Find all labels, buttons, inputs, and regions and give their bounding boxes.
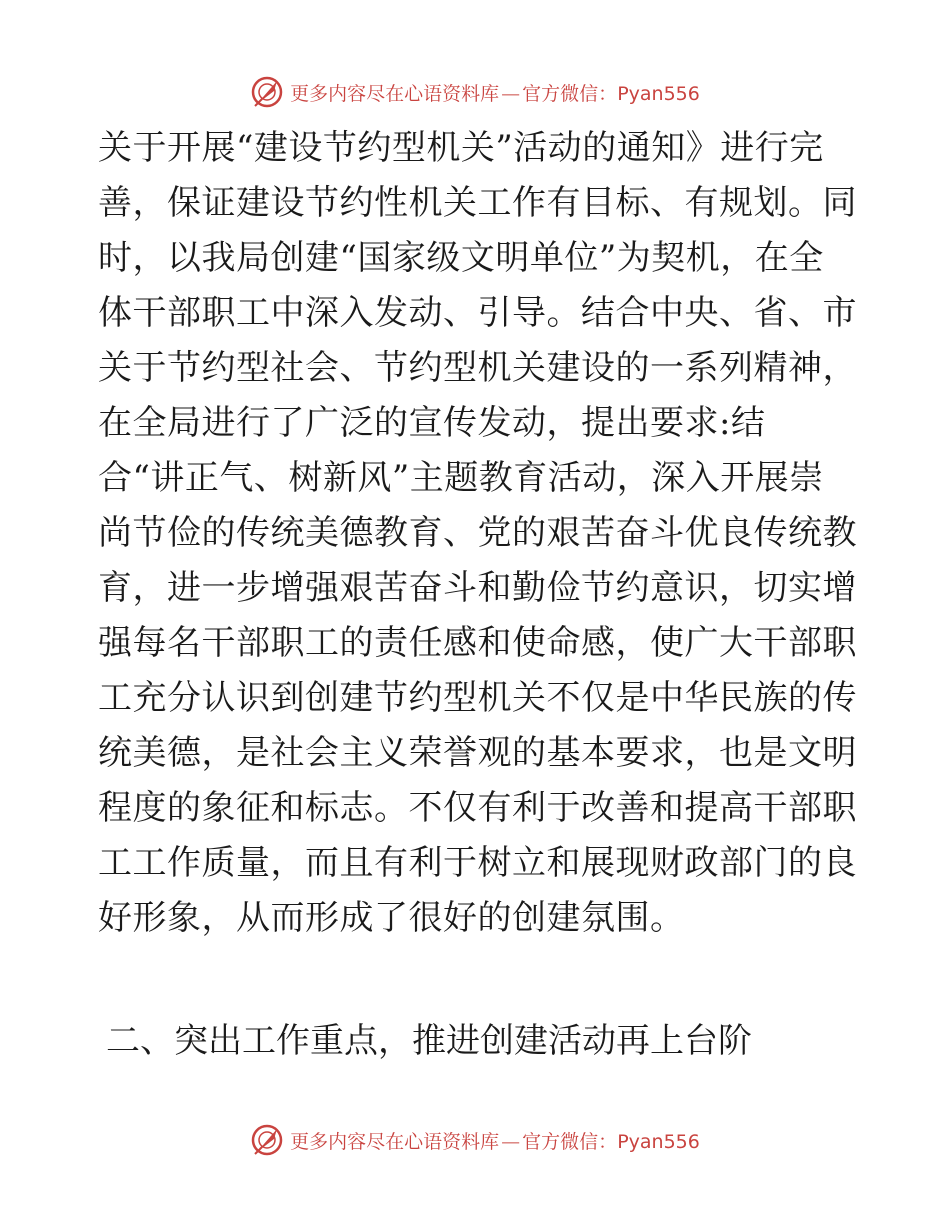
paragraph-line: 程度的象征和标志。不仅有利于改善和提高干部职	[98, 788, 857, 828]
paragraph-line: 育，进一步增强艰苦奋斗和勤俭节约意识，切实增	[98, 568, 857, 608]
banner-text	[290, 1127, 700, 1154]
paragraph-line: 尚节俭的传统美德教育、党的艰苦奋斗优良传统教	[98, 513, 857, 553]
paragraph-line: 强每名干部职工的责任感和使命感，使广大干部职	[98, 623, 857, 663]
paragraph-line: 在全局进行了广泛的宣传发动，提出要求:结	[98, 403, 766, 443]
paragraph-line: 体干部职工中深入发动、引导。结合中央、省、市	[98, 293, 857, 333]
banner-text	[290, 79, 700, 106]
paragraph-line: 关于开展“建设节约型机关”活动的通知》进行完	[98, 128, 824, 168]
quill-logo-icon	[250, 1123, 284, 1157]
banner-wechat-id: Pyan556	[617, 1130, 700, 1153]
paragraph-line: 工充分认识到创建节约型机关不仅是中华民族的传	[98, 678, 857, 718]
header-banner	[0, 72, 950, 112]
footer-banner	[0, 1120, 950, 1160]
paragraph-line: 时，以我局创建“国家级文明单位”为契机，在全	[98, 238, 824, 278]
banner-main-text: 更多内容尽在心语资料库	[290, 1130, 500, 1153]
banner-separator: —	[501, 1130, 521, 1153]
paragraph-line: 合“讲正气、树新风”主题教育活动，深入开展崇	[98, 458, 824, 498]
banner-wechat-label: 官方微信：	[522, 1130, 618, 1153]
banner-separator: —	[501, 82, 521, 105]
banner-wechat-label: 官方微信：	[522, 82, 618, 105]
paragraph-line: 善，保证建设节约性机关工作有目标、有规划。同	[98, 183, 857, 223]
section-heading: 二、突出工作重点，推进创建活动再上台阶	[106, 1021, 752, 1061]
paragraph-line: 好形象，从而形成了很好的创建氛围。	[98, 898, 685, 938]
document-paragraph	[98, 121, 858, 946]
quill-logo-icon	[250, 75, 284, 109]
banner-wechat-id: Pyan556	[617, 82, 700, 105]
paragraph-line: 工工作质量，而且有利于树立和展现财政部门的良	[98, 843, 857, 883]
banner-main-text: 更多内容尽在心语资料库	[290, 82, 500, 105]
paragraph-line: 关于节约型社会、节约型机关建设的一系列精神，	[98, 348, 857, 388]
paragraph-line: 统美德，是社会主义荣誉观的基本要求，也是文明	[98, 733, 857, 773]
